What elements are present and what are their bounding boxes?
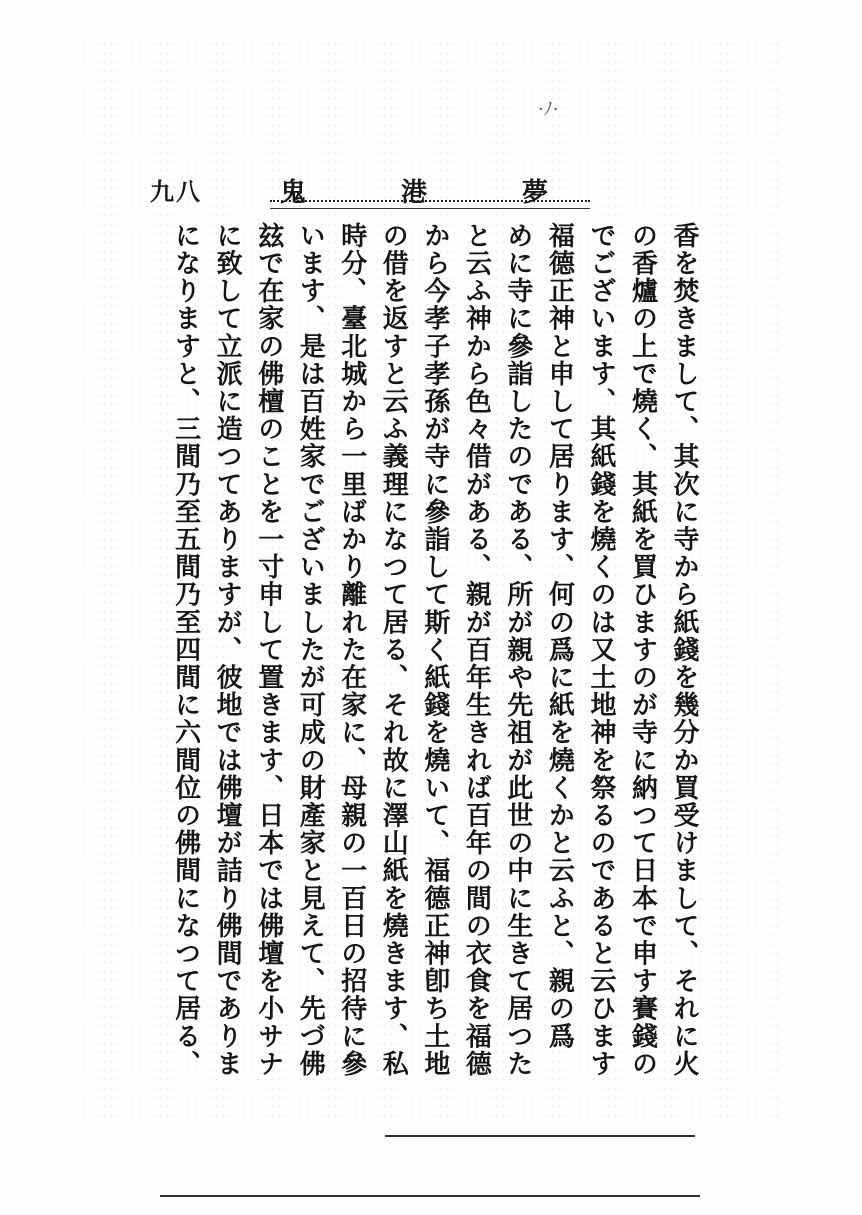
page-number: 九八	[150, 177, 202, 206]
title-char-2: 港	[401, 178, 428, 208]
text-column: 時分、臺北城から一里ばかり離れた在家に、母親の一百日の招待に參	[336, 222, 367, 1078]
text-column: めに寺に參詣したのである、所が親や先祖が此世の中に生きて居つた	[502, 222, 533, 1078]
margin-rule	[385, 1135, 695, 1137]
header-rule	[270, 200, 590, 209]
ink-mark: ·ﾉ·	[538, 99, 559, 120]
vertical-text-block	[165, 222, 705, 1092]
text-column: の借を返すと云ふ義理になつて居る、それ故に澤山紙を燒きます、私	[378, 222, 409, 1078]
title-char-3: 夢	[522, 178, 549, 208]
text-column: の香爐の上で燒く、其紙を買ひますのが寺に納つて日本で申す賽錢の	[627, 222, 658, 1078]
title-char-1: 鬼	[280, 178, 307, 208]
text-column: 玆で在家の佛檀のことを一寸申して置きます、日本では佛壇を小サナ	[253, 222, 284, 1078]
text-column: 福德正神と申して居ります、何の爲に紙を燒くかと云ふと、親の爲	[544, 222, 575, 1050]
text-column: 香を焚きまして、其次に寺から紙錢を幾分か買受けまして、それに火	[669, 222, 699, 1078]
text-column: になりますと、三間乃至五間乃至四間に六間位の佛間になつて居る、	[170, 222, 201, 1078]
text-column: から今孝子孝孫が寺に參詣して斯く紙錢を燒いて、福德正神卽ち土地	[419, 222, 450, 1078]
base-rule	[160, 1195, 700, 1197]
text-column: に致して立派に造つてありますが、彼地では佛壇が詰り佛間でありま	[212, 222, 243, 1078]
text-column: と云ふ神から色々借がある、親が百年生きれば百年の間の衣食を福德	[461, 222, 492, 1078]
text-column: でございます、其紙錢を燒くのは又土地神を祭るのであると云ひます	[585, 222, 616, 1078]
text-column: います、是は百姓家でございましたが可成の財產家と見えて、先づ佛	[295, 222, 326, 1078]
